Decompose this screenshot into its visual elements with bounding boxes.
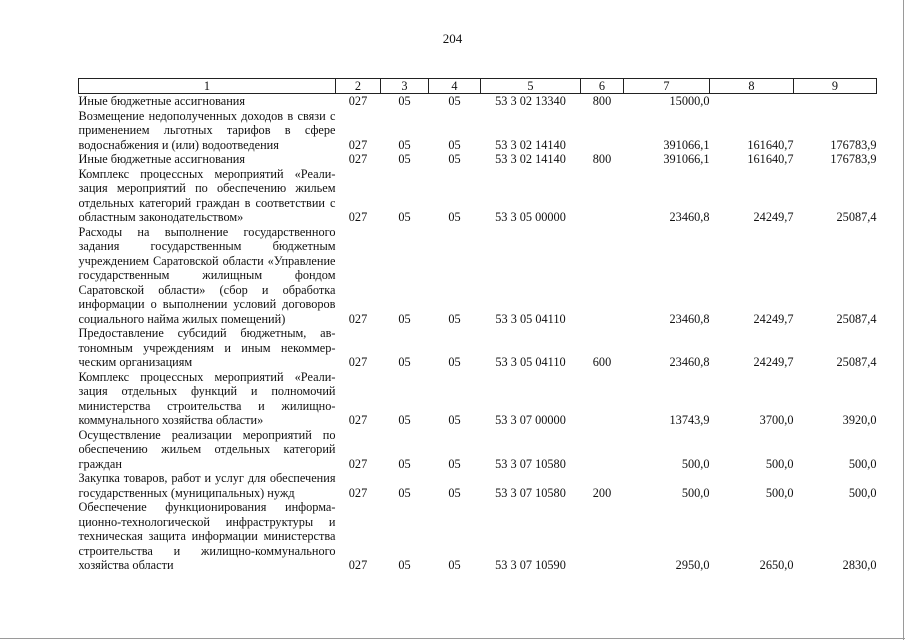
cell-expense-type: [581, 225, 624, 327]
cell-amount-col9: 500,0: [848, 456, 877, 471]
cell-ministry-code: 027: [348, 210, 368, 224]
column-header: 9: [794, 79, 877, 94]
cell-amount-col7: 500,0: [681, 456, 710, 471]
cell-ministry-code: 027: [348, 94, 368, 108]
cell-target-article: 53 3 07 00000: [495, 413, 566, 427]
cell-subsection: 05: [448, 355, 461, 369]
cell-amount-col8: 161640,7: [747, 137, 794, 152]
row-description: Комплекс процессных мероприятий «Реализация мероприятий по обеспечению жильем отдельных категорий граждан в соответствии с областным законодательством»: [78, 166, 336, 224]
cell-amount-col8: 500,0: [765, 485, 794, 500]
page-number: 204: [442, 31, 463, 46]
cell-amount-col9: 25087,4: [836, 210, 877, 224]
table-row: [79, 152, 877, 167]
cell-amount-col7: 391066,1: [663, 152, 710, 166]
cell-ministry-code: 027: [348, 485, 368, 500]
cell-target-article: 53 3 05 04110: [495, 311, 566, 326]
cell-target-article: 53 3 02 14140: [495, 137, 566, 152]
cell-amount-col7: 23460,8: [669, 355, 710, 369]
column-header: 3: [381, 79, 429, 94]
cell-expense-type: [581, 167, 624, 225]
cell-ministry-code: 027: [348, 137, 368, 152]
cell-ministry-code: 027: [348, 558, 368, 572]
cell-section: 05: [398, 94, 411, 108]
cell-target-article: 53 3 02 13340: [495, 94, 566, 108]
row-description: Расходы на выполнение государственного задания государственным бюджетным учреждением Саратовской области «Управление государственным жилищным фондом Саратовской области» (сбор и обработка информации о выполнении условий договоров социального найма жилых помещений): [78, 224, 336, 326]
cell-amount-col7: 391066,1: [663, 137, 710, 152]
cell-ministry-code: 027: [348, 413, 368, 427]
cell-subsection: 05: [448, 558, 461, 572]
table-row: [79, 471, 877, 500]
cell-amount-col9: 25087,4: [836, 355, 877, 369]
row-description: Предоставление субсидий бюджетным, автономным учреждениям и иным некоммерческим организациям: [78, 326, 336, 369]
cell-section: 05: [398, 558, 411, 572]
column-header: 1: [79, 79, 336, 94]
cell-ministry-code: 027: [348, 152, 368, 166]
column-header: 7: [624, 79, 710, 94]
table-row: [79, 167, 877, 225]
cell-amount-col9: 3920,0: [842, 413, 877, 427]
row-description: Иные бюджетные ассигнования: [78, 152, 246, 166]
cell-amount-col8: 2650,0: [759, 558, 794, 572]
cell-amount-col9: 176783,9: [830, 137, 877, 152]
cell-subsection: 05: [448, 152, 461, 166]
row-description: Обеспечение функционирования информационно-технологической инфраструктуры и техническая защита информации министерства строительства и жилищно-коммунального хозяйства области: [78, 500, 336, 572]
row-description: Закупка товаров, работ и услуг для обеспечения государственных (муниципальных) нужд: [78, 471, 336, 500]
table-row: [79, 370, 877, 428]
cell-expense-type: [581, 109, 624, 153]
cell-target-article: 53 3 07 10580: [495, 456, 566, 471]
cell-amount-col7: 15000,0: [669, 94, 710, 108]
cell-target-article: 53 3 05 00000: [495, 210, 566, 224]
cell-amount-col8: 24249,7: [753, 311, 794, 326]
cell-subsection: 05: [448, 137, 461, 152]
column-header: 4: [429, 79, 481, 94]
cell-target-article: 53 3 07 10590: [495, 558, 566, 572]
cell-expense-type: [581, 428, 624, 472]
row-description: Иные бюджетные ассигнования: [78, 94, 246, 108]
cell-expense-type: [581, 370, 624, 428]
cell-ministry-code: 027: [348, 311, 368, 326]
cell-section: 05: [398, 137, 411, 152]
table-row: [79, 225, 877, 327]
cell-target-article: 53 3 07 10580: [495, 485, 566, 500]
cell-expense-type: [581, 500, 624, 573]
column-header: 5: [481, 79, 581, 94]
cell-amount-col7: 13743,9: [669, 413, 710, 427]
cell-amount-col8: 3700,0: [759, 413, 794, 427]
cell-subsection: 05: [448, 485, 461, 500]
table-row: [79, 428, 877, 472]
page-edge-right: [903, 0, 904, 640]
table-row: [79, 500, 877, 573]
cell-section: 05: [398, 355, 411, 369]
cell-subsection: 05: [448, 94, 461, 108]
cell-ministry-code: 027: [348, 355, 368, 369]
page-edge-bottom: [0, 638, 905, 639]
cell-expense-type: 600: [592, 355, 612, 369]
cell-amount-col8: 161640,7: [747, 152, 794, 166]
cell-amount-col7: 23460,8: [669, 311, 710, 326]
table-row: [79, 326, 877, 370]
budget-table: [78, 78, 877, 573]
cell-section: 05: [398, 152, 411, 166]
row-description: Осуществление реализации мероприятий по обеспечению жильем отдельных категорий граждан: [78, 427, 336, 471]
cell-expense-type: 800: [592, 94, 612, 108]
table-row: [79, 109, 877, 153]
cell-section: 05: [398, 485, 411, 500]
cell-subsection: 05: [448, 413, 461, 427]
cell-section: 05: [398, 311, 411, 326]
row-description: Возмещение недополученных доходов в связи с применением льготных тарифов в сфере водоснабжения и (или) водоотведения: [78, 108, 336, 152]
cell-ministry-code: 027: [348, 456, 368, 471]
cell-amount-col7: 2950,0: [675, 558, 710, 572]
row-description: Комплекс процессных мероприятий «Реализация отдельных функций и полномочий министерства строительства и жилищно-коммунального хозяйства области»: [78, 369, 336, 427]
cell-section: 05: [398, 456, 411, 471]
cell-amount-col9: 25087,4: [836, 311, 877, 326]
cell-amount-col8: 24249,7: [753, 355, 794, 369]
cell-expense-type: 800: [592, 152, 612, 166]
column-header: 2: [336, 79, 381, 94]
cell-subsection: 05: [448, 311, 461, 326]
cell-expense-type: 200: [592, 485, 612, 500]
cell-amount-col9: 500,0: [848, 485, 877, 500]
cell-section: 05: [398, 413, 411, 427]
cell-amount-col9: 176783,9: [830, 152, 877, 166]
cell-subsection: 05: [448, 210, 461, 224]
cell-amount-col8: 500,0: [765, 456, 794, 471]
table-header-row: [79, 79, 877, 94]
cell-amount-col9: [794, 94, 877, 109]
cell-section: 05: [398, 210, 411, 224]
cell-amount-col8: [710, 94, 794, 109]
cell-target-article: 53 3 05 04110: [495, 355, 566, 369]
cell-amount-col9: 2830,0: [842, 558, 877, 572]
column-header: 8: [710, 79, 794, 94]
cell-target-article: 53 3 02 14140: [495, 152, 566, 166]
column-header: 6: [581, 79, 624, 94]
cell-amount-col8: 24249,7: [753, 210, 794, 224]
cell-amount-col7: 23460,8: [669, 210, 710, 224]
table-row: [79, 94, 877, 109]
cell-subsection: 05: [448, 456, 461, 471]
cell-amount-col7: 500,0: [681, 485, 710, 500]
